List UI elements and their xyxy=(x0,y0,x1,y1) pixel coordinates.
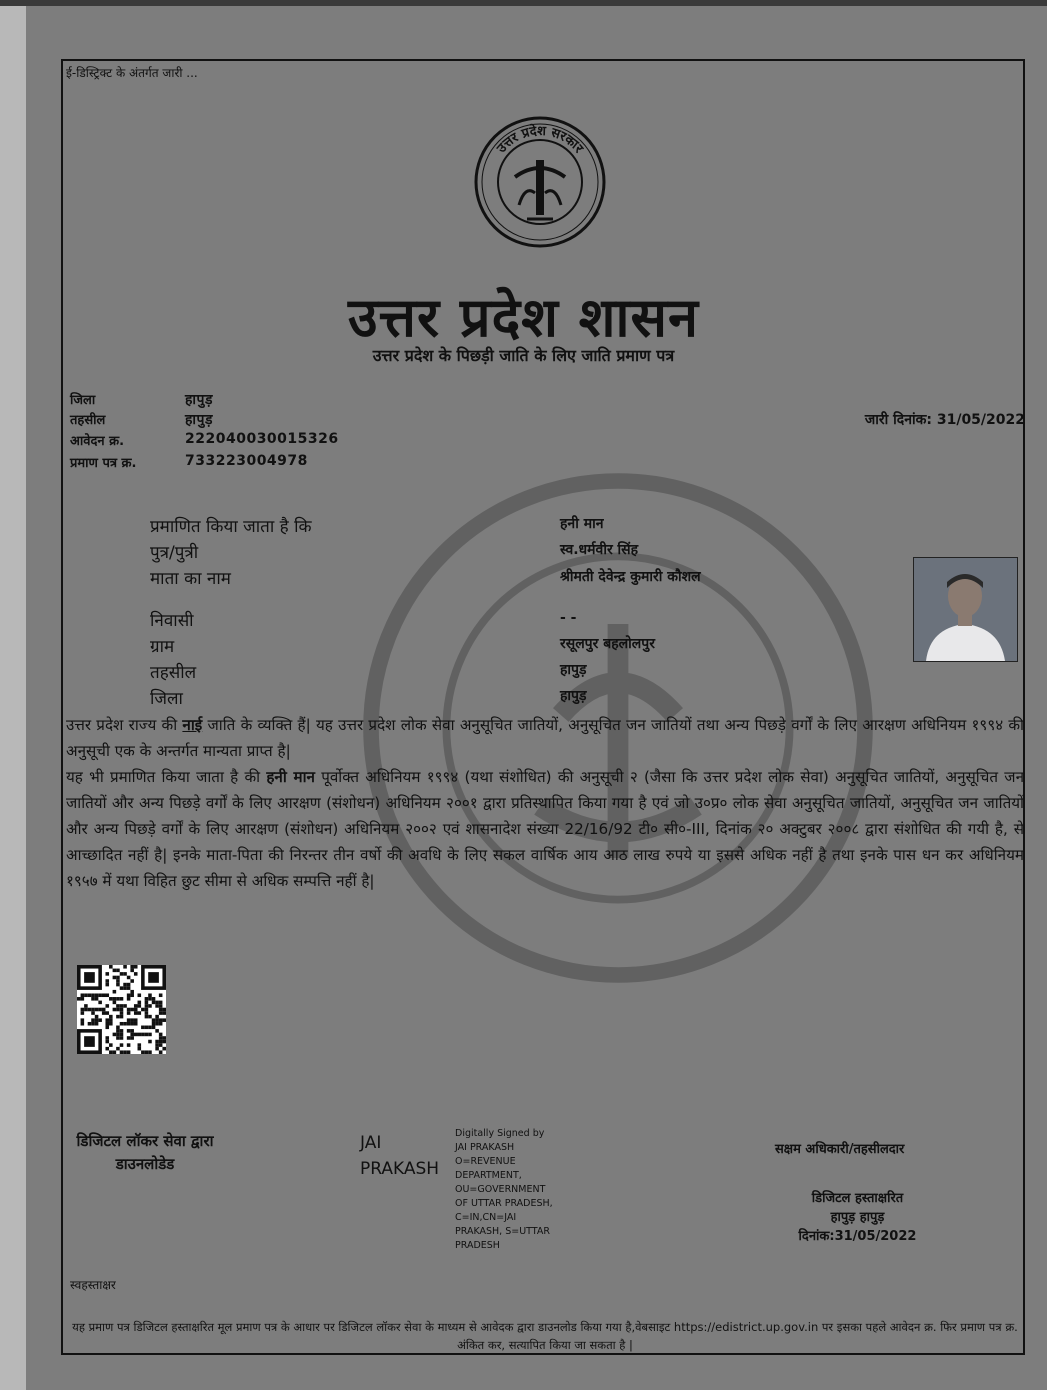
meta-label-tehsil: तहसील xyxy=(70,413,106,428)
meta-value-tehsil: हापुड़ xyxy=(185,412,214,428)
meta-value-certificate-no: 733223004978 xyxy=(185,453,308,469)
competent-officer-title: सक्षम अधिकारी/तहसीलदार xyxy=(775,1142,905,1157)
self-signature-label: स्वहस्ताक्षर xyxy=(70,1278,116,1292)
field-label-tehsil: तहसील xyxy=(150,663,197,683)
para1-text-after: जाति के व्यक्ति हैं| यह उत्तर प्रदेश लोक सेवा अनुसूचित जातियों, अनुसूचित जन जातियों तथा अन्य पिछड़े वर्गों के लिए आरक्षण अधिनियम १९९४ की अनुसूची एक के अन्तर्गत मान्यता प्राप्त है| xyxy=(66,716,1024,760)
digital-signed-place: हापुड़ हापुड़ xyxy=(830,1210,885,1225)
field-value-district: हापुड़ xyxy=(560,688,587,704)
income-statement-paragraph xyxy=(66,764,1024,894)
field-label-mother: माता का नाम xyxy=(150,569,231,589)
digital-signature-details: Digitally Signed by JAI PRAKASH O=REVENUE DEPARTMENT, OU=GOVERNMENT OF UTTAR PRADESH, C=IN,CN=JAI PRAKASH, S=UTTAR PRADESH xyxy=(455,1128,553,1251)
field-label-district: जिला xyxy=(150,689,183,709)
certificate-subtitle: उत्तर प्रदेश के पिछड़ी जाति के लिए जाति प्रमाण पत्र xyxy=(372,346,675,365)
applicant-name: हनी मान xyxy=(266,768,315,786)
digital-signature-block xyxy=(770,1189,945,1246)
verification-note: यह प्रमाण पत्र डिजिटल हस्ताक्षरित मूल प्रमाण पत्र के आधार पर डिजिटल लॉकर सेवा के माध्यम से आवेदक द्वारा डाउनलोड किया गया है,वेबसाइट https://edistrict.up.gov.in पर इसका पहले आवेदन क्र. फिर प्रमाण पत्र क्र. अंकित कर, सत्यापित किया जा सकता है | xyxy=(72,1320,1018,1352)
para2-text-after: पूर्वोक्त अधिनियम १९९४ (यथा संशोधित) की अनुसूची २ (जैसा कि उत्तर प्रदेश लोक सेवा) अनुसूचित जातियों, अनुसूचित जन जातियों और अन्य पिछड़े वर्गों के लिए आरक्षण (संशोधन) अधिनियम २००१ द्वारा प्रतिस्थापित किया गया है एवं जो उ०प्र० लोक सेवा अनुसूचित जातियों, अनुसूचित जन जातियों और अन्य पिछड़े वर्गों के लिए आरक्षण (संशोधन) अधिनियम २००२ एवं शासनादेश संख्या 22/16/92 टी० सी०-III, दिनांक २० अक्टुबर २००८ द्वारा संशोधित की गयी है, से आच्छादित नहीं है| इनके माता-पिता की निरन्तर तीन वर्षो की अवधि के लिए सकल वार्षिक आय आठ लाख रुपये या इससे अधिक नहीं है तथा इनके पास धन कर अधिनियम १९५७ में यथा विहित छुट सीमा से अधिक सम्पत्ति नहीं है| xyxy=(66,768,1024,890)
field-label-village: ग्राम xyxy=(150,637,175,657)
digilocker-download-note: डिजिटल लॉकर सेवा द्वारा डाउनलोडेड xyxy=(76,1132,214,1173)
left-margin xyxy=(0,6,26,1390)
field-value-tehsil: हापुड़ xyxy=(560,662,587,678)
para1-text-before: उत्तर प्रदेश राज्य की xyxy=(66,716,183,734)
caste-statement-paragraph xyxy=(66,712,1024,764)
issue-date: जारी दिनांक: 31/05/2022 xyxy=(864,412,1025,428)
field-value-resident: - - xyxy=(560,610,577,626)
field-value-father: स्व.धर्मवीर सिंह xyxy=(560,542,639,558)
svg-text:उत्तर प्रदेश सरकार: उत्तर प्रदेश सरकार xyxy=(494,123,586,157)
meta-label-application-no: आवेदन क्र. xyxy=(70,434,125,449)
header-note: ई-डिस्ट्रिक्ट के अंतर्गत जारी ... xyxy=(66,66,198,80)
up-government-emblem-icon xyxy=(473,115,607,249)
caste-name: नाई xyxy=(182,716,203,734)
certificate-title: उत्तर प्रदेश शासन xyxy=(348,285,699,349)
field-label-resident: निवासी xyxy=(150,611,194,631)
meta-value-application-no: 222040030015326 xyxy=(185,431,339,447)
applicant-photo xyxy=(913,557,1018,662)
para2-text-before: यह भी प्रमाणित किया जाता है की xyxy=(66,768,267,786)
field-value-mother: श्रीमती देवेन्द्र कुमारी कौशल xyxy=(560,569,701,585)
qr-code[interactable] xyxy=(77,965,166,1054)
field-label-certified: प्रमाणित किया जाता है कि xyxy=(150,517,312,537)
digital-signed-label: डिजिटल हस्ताक्षरित xyxy=(811,1191,904,1206)
meta-label-certificate-no: प्रमाण पत्र क्र. xyxy=(70,456,137,471)
signer-name: JAI PRAKASH xyxy=(360,1133,440,1179)
digital-signed-date: दिनांक:31/05/2022 xyxy=(798,1229,917,1244)
meta-value-district: हापुड़ xyxy=(185,392,214,408)
person-icon xyxy=(914,558,1017,661)
field-value-name: हनी मान xyxy=(560,516,604,532)
field-label-son-daughter: पुत्र/पुत्री xyxy=(150,543,199,563)
meta-label-district: जिला xyxy=(70,393,96,408)
field-value-village: रसूलपुर बहलोलपुर xyxy=(560,636,655,652)
